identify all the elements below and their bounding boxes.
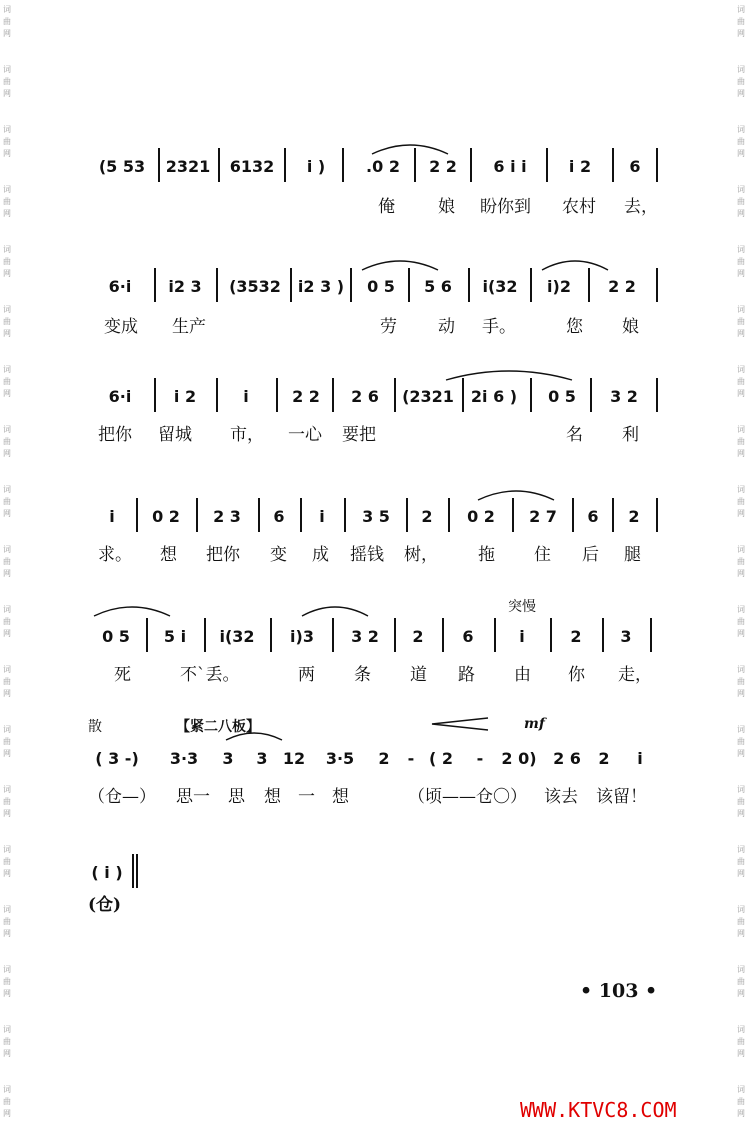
measure: i)3 xyxy=(290,626,314,646)
slur-mark xyxy=(444,368,574,382)
watermark-text: 词 曲 网 xyxy=(737,605,745,638)
system-3-notes xyxy=(88,376,662,416)
barline xyxy=(448,498,450,532)
watermark-text: 词 曲 网 xyxy=(3,65,11,98)
measure: 2i 6 ) xyxy=(470,386,518,406)
barline xyxy=(216,268,218,302)
measure: i)2 xyxy=(547,276,571,296)
measure: - xyxy=(476,748,484,768)
lyric: 要把 xyxy=(342,425,376,445)
lyric: 成 xyxy=(312,545,329,565)
barline xyxy=(468,268,470,302)
watermark-text: 词 曲 网 xyxy=(737,485,745,518)
website-url[interactable]: WWW.KTVC8.COM xyxy=(520,1098,677,1122)
watermark-text: 词 曲 网 xyxy=(3,545,11,578)
lyric: 由 xyxy=(514,665,531,685)
section-label: 【紧二八板】 xyxy=(176,719,260,735)
tempo-label: 散 xyxy=(88,719,102,735)
lyric: 一 xyxy=(298,787,315,807)
measure: 3 xyxy=(222,748,234,768)
measure: 2 0) xyxy=(501,748,537,768)
barline xyxy=(572,498,574,532)
barline xyxy=(258,498,260,532)
barline xyxy=(290,268,292,302)
measure: 3·5 xyxy=(325,748,355,768)
watermark-text: 词 曲 网 xyxy=(3,245,11,278)
watermark-text: 词 曲 网 xyxy=(3,185,11,218)
watermark-text: 词 曲 网 xyxy=(737,1025,745,1058)
measure: 0 5 xyxy=(367,276,395,296)
lyric: 两 xyxy=(298,665,315,685)
barline xyxy=(284,148,286,182)
measure: i 2 xyxy=(568,156,592,176)
measure: 3 xyxy=(620,626,632,646)
watermark-text: 词 曲 网 xyxy=(3,365,11,398)
system-2-notes xyxy=(88,266,662,306)
measure: 6 xyxy=(462,626,474,646)
barline xyxy=(590,378,592,412)
barline xyxy=(550,618,552,652)
watermark-text: 词 曲 网 xyxy=(3,485,11,518)
barline xyxy=(546,148,548,182)
lyric: 把你 xyxy=(98,425,132,445)
barline xyxy=(300,498,302,532)
measure: 3 2 xyxy=(351,626,379,646)
lyric: 想 xyxy=(332,787,349,807)
lyric: 你 xyxy=(568,665,585,685)
lyric: 娘 xyxy=(438,197,455,217)
watermark-text: 词 曲 网 xyxy=(737,245,745,278)
watermark-text: 词 曲 网 xyxy=(737,725,745,758)
measure: 2 xyxy=(598,748,610,768)
measure: i xyxy=(637,748,643,768)
barline xyxy=(394,618,396,652)
watermark-text: 词 曲 网 xyxy=(3,605,11,638)
lyric: 农村 xyxy=(562,197,596,217)
lyric: 条 xyxy=(354,665,371,685)
measure: 0 2 xyxy=(467,506,495,526)
system-6-notes xyxy=(88,738,662,778)
watermark-text: 词 曲 网 xyxy=(737,1085,745,1118)
barline xyxy=(406,498,408,532)
measure: 6 i i xyxy=(493,156,527,176)
slur-mark xyxy=(300,604,370,618)
barline xyxy=(656,498,658,532)
system-7-lyrics xyxy=(88,890,662,914)
barline xyxy=(470,148,472,182)
watermark-text: 词 曲 网 xyxy=(737,185,745,218)
barline xyxy=(656,268,658,302)
lyric: 腿 xyxy=(624,545,641,565)
watermark-text: 词 曲 网 xyxy=(3,785,11,818)
measure: 2 2 xyxy=(292,386,320,406)
barline xyxy=(602,618,604,652)
measure: 6 xyxy=(629,156,641,176)
measure: 3·3 xyxy=(169,748,199,768)
lyric: 俺 xyxy=(378,197,395,217)
barline xyxy=(612,148,614,182)
watermark-text: 词 曲 网 xyxy=(737,905,745,938)
barline xyxy=(350,268,352,302)
measure: 2 6 xyxy=(351,386,379,406)
measure: 0 5 xyxy=(102,626,130,646)
watermark-text: 词 曲 网 xyxy=(737,845,745,878)
watermark-text: 词 曲 网 xyxy=(3,665,11,698)
barline xyxy=(146,618,148,652)
lyric: 不`丢。 xyxy=(180,665,240,685)
watermark-column-left xyxy=(0,0,14,1148)
system-7-notes xyxy=(88,852,662,892)
watermark-text: 词 曲 网 xyxy=(3,425,11,458)
slur-mark xyxy=(370,142,450,156)
watermark-text: 词 曲 网 xyxy=(737,305,745,338)
watermark-text: 词 曲 网 xyxy=(3,965,11,998)
barline xyxy=(196,498,198,532)
watermark-text: 词 曲 网 xyxy=(737,65,745,98)
measure: (2321 xyxy=(402,386,454,406)
lyric: 市， xyxy=(230,425,264,445)
measure: 6 xyxy=(273,506,285,526)
lyric: 留城 xyxy=(158,425,192,445)
watermark-text: 词 曲 网 xyxy=(737,365,745,398)
system-2-lyrics xyxy=(88,312,662,336)
lyric: 把你 xyxy=(206,545,240,565)
barline xyxy=(588,268,590,302)
barline xyxy=(270,618,272,652)
barline xyxy=(462,378,464,412)
lyric: 想 xyxy=(160,545,177,565)
measure: 3 xyxy=(256,748,268,768)
barline xyxy=(656,378,658,412)
lyric: 想 xyxy=(264,787,281,807)
measure: i xyxy=(319,506,325,526)
lyric: 该留！ xyxy=(596,787,647,807)
watermark-column-right xyxy=(734,0,748,1148)
lyric: （顷——仓〇） xyxy=(408,787,527,807)
system-4-notes xyxy=(88,496,662,536)
measure: i2 3 xyxy=(168,276,202,296)
lyric: 走， xyxy=(618,665,652,685)
lyric: 去， xyxy=(624,197,658,217)
barline xyxy=(494,618,496,652)
barline xyxy=(344,498,346,532)
measure: 2 2 xyxy=(608,276,636,296)
watermark-text: 词 曲 网 xyxy=(737,425,745,458)
watermark-text: 词 曲 网 xyxy=(3,845,11,878)
measure: (5 53 xyxy=(98,156,146,176)
lyric: 后 xyxy=(582,545,599,565)
watermark-text: 词 曲 网 xyxy=(3,305,11,338)
lyric: 一心 xyxy=(288,425,322,445)
watermark-text: 词 曲 网 xyxy=(737,125,745,158)
measure: i xyxy=(243,386,249,406)
barline xyxy=(136,498,138,532)
measure: i2 3 ) xyxy=(297,276,345,296)
measure: i ) xyxy=(306,156,326,176)
lyric: 该去 xyxy=(544,787,578,807)
lyric: 变成 xyxy=(104,317,138,337)
barline xyxy=(154,378,156,412)
lyric: 劳 xyxy=(380,317,397,337)
measure: i xyxy=(109,506,115,526)
lyric: 思一 xyxy=(176,787,210,807)
slur-mark xyxy=(540,258,610,272)
lyric: 动 xyxy=(438,317,455,337)
measure: 2 6 xyxy=(553,748,581,768)
watermark-text: 词 曲 网 xyxy=(737,665,745,698)
watermark-text: 词 曲 网 xyxy=(737,545,745,578)
measure: 2 xyxy=(570,626,582,646)
barline xyxy=(530,378,532,412)
lyric: 思 xyxy=(228,787,245,807)
lyric: (仓) xyxy=(88,895,122,915)
lyric: 求。 xyxy=(98,545,132,565)
lyric: 道 xyxy=(410,665,427,685)
watermark-text: 词 曲 网 xyxy=(3,725,11,758)
barline xyxy=(512,498,514,532)
barline xyxy=(332,378,334,412)
measure: 3 2 xyxy=(610,386,638,406)
barline xyxy=(216,378,218,412)
lyric: 盼你到 xyxy=(480,197,531,217)
measure: i 2 xyxy=(173,386,197,406)
measure: 2 xyxy=(628,506,640,526)
barline xyxy=(218,148,220,182)
measure: 6132 xyxy=(229,156,275,176)
watermark-text: 词 曲 网 xyxy=(3,905,11,938)
slur-mark xyxy=(476,488,556,502)
dynamic-mark: mf xyxy=(524,716,545,732)
watermark-text: 词 曲 网 xyxy=(737,965,745,998)
slur-mark xyxy=(360,258,440,272)
lyric: 树， xyxy=(404,545,438,565)
final-barline xyxy=(132,854,134,888)
slur-mark xyxy=(92,604,172,618)
lyric: 变 xyxy=(270,545,287,565)
barline xyxy=(650,618,652,652)
measure: 6·i xyxy=(108,386,132,406)
barline xyxy=(408,268,410,302)
measure: 6·i xyxy=(108,276,132,296)
measure: ( 3 -) xyxy=(95,748,139,768)
system-4-lyrics xyxy=(88,540,662,564)
measure: 0 2 xyxy=(152,506,180,526)
measure: 5 i xyxy=(163,626,187,646)
lyric: 拖 xyxy=(478,545,495,565)
measure: 2 7 xyxy=(529,506,557,526)
watermark-text: 词 曲 网 xyxy=(737,5,745,38)
lyric: 娘 xyxy=(622,317,639,337)
slur-mark xyxy=(224,730,284,742)
system-3-lyrics xyxy=(88,420,662,444)
lyric: 名 xyxy=(566,425,583,445)
lyric: 住 xyxy=(534,545,551,565)
barline xyxy=(154,268,156,302)
watermark-text: 词 曲 网 xyxy=(3,125,11,158)
measure: 0 5 xyxy=(548,386,576,406)
measure: i xyxy=(519,626,525,646)
barline xyxy=(332,618,334,652)
watermark-text: 词 曲 网 xyxy=(3,1085,11,1118)
barline xyxy=(342,148,344,182)
crescendo-hairpin xyxy=(430,716,490,732)
measure: 2 2 xyxy=(429,156,457,176)
measure: i(32 xyxy=(219,626,255,646)
watermark-text: 词 曲 网 xyxy=(737,785,745,818)
measure: ( 2 xyxy=(428,748,453,768)
tempo-annotation: 突慢 xyxy=(508,599,536,615)
barline xyxy=(530,268,532,302)
measure: 2 xyxy=(378,748,390,768)
lyric: 路 xyxy=(458,665,475,685)
lyric: 利 xyxy=(622,425,639,445)
measure: (3532 xyxy=(229,276,281,296)
system-5-lyrics xyxy=(88,660,662,684)
barline xyxy=(204,618,206,652)
lyric: 死 xyxy=(114,665,131,685)
measure: ( i ) xyxy=(91,862,123,882)
measure: - xyxy=(407,748,415,768)
barline xyxy=(276,378,278,412)
measure: 6 xyxy=(587,506,599,526)
measure: 2 xyxy=(412,626,424,646)
measure: 2 3 xyxy=(213,506,241,526)
lyric: 手。 xyxy=(482,317,516,337)
system-5-notes xyxy=(88,616,662,656)
measure: 3 5 xyxy=(362,506,390,526)
barline xyxy=(442,618,444,652)
measure: i(32 xyxy=(482,276,518,296)
lyric: 摇钱 xyxy=(350,545,384,565)
system-6-lyrics xyxy=(88,782,662,806)
barline xyxy=(394,378,396,412)
lyric: 您 xyxy=(566,317,583,337)
lyric: 生产 xyxy=(172,317,206,337)
barline xyxy=(612,498,614,532)
measure: 2 xyxy=(421,506,433,526)
measure: 5 6 xyxy=(424,276,452,296)
measure: 2321 xyxy=(165,156,211,176)
watermark-text: 词 曲 网 xyxy=(3,1025,11,1058)
barline xyxy=(158,148,160,182)
lyric: （仓—） xyxy=(88,787,156,807)
watermark-text: 词 曲 网 xyxy=(3,5,11,38)
system-1-lyrics xyxy=(88,192,662,216)
measure: 12 xyxy=(282,748,306,768)
page-number: • 103 • xyxy=(580,980,658,1002)
barline xyxy=(656,148,658,182)
measure: .0 2 xyxy=(366,156,400,176)
